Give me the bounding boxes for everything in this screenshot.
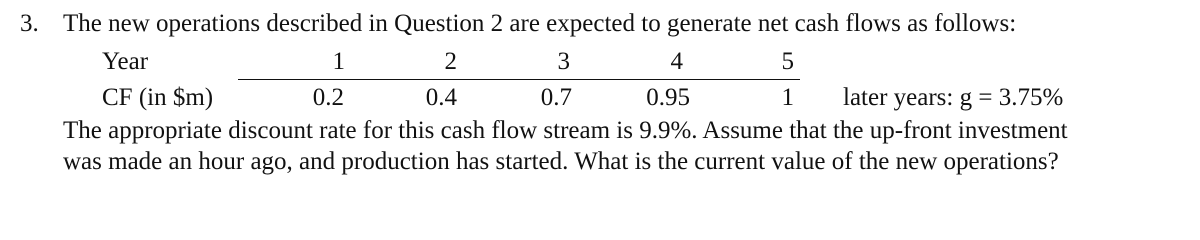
question-intro: The new operations described in Question 2 are expected to generate net cash flows as follows: <box>63 10 1017 37</box>
table-header-rule <box>238 79 800 80</box>
later-years-growth: later years: g = 3.75% <box>843 84 1064 111</box>
year-label: Year <box>102 48 149 75</box>
cf-year-1: 0.2 <box>312 84 344 111</box>
cf-year-5: 1 <box>781 84 794 111</box>
cf-year-3: 0.7 <box>540 84 572 111</box>
year-1: 1 <box>332 48 345 75</box>
cf-year-2: 0.4 <box>425 84 457 111</box>
body-line-1: The appropriate discount rate for this cash flow stream is 9.9%. Assume that the up-front investment <box>63 117 1068 144</box>
year-5: 5 <box>781 48 794 75</box>
year-2: 2 <box>444 48 457 75</box>
year-3: 3 <box>557 48 570 75</box>
cf-label: CF (in $m) <box>102 84 214 111</box>
question-number: 3. <box>20 10 39 37</box>
year-4: 4 <box>670 48 683 75</box>
cf-year-4: 0.95 <box>646 84 690 111</box>
body-line-2: was made an hour ago, and production has started. What is the current value of the new operations? <box>63 148 1059 175</box>
